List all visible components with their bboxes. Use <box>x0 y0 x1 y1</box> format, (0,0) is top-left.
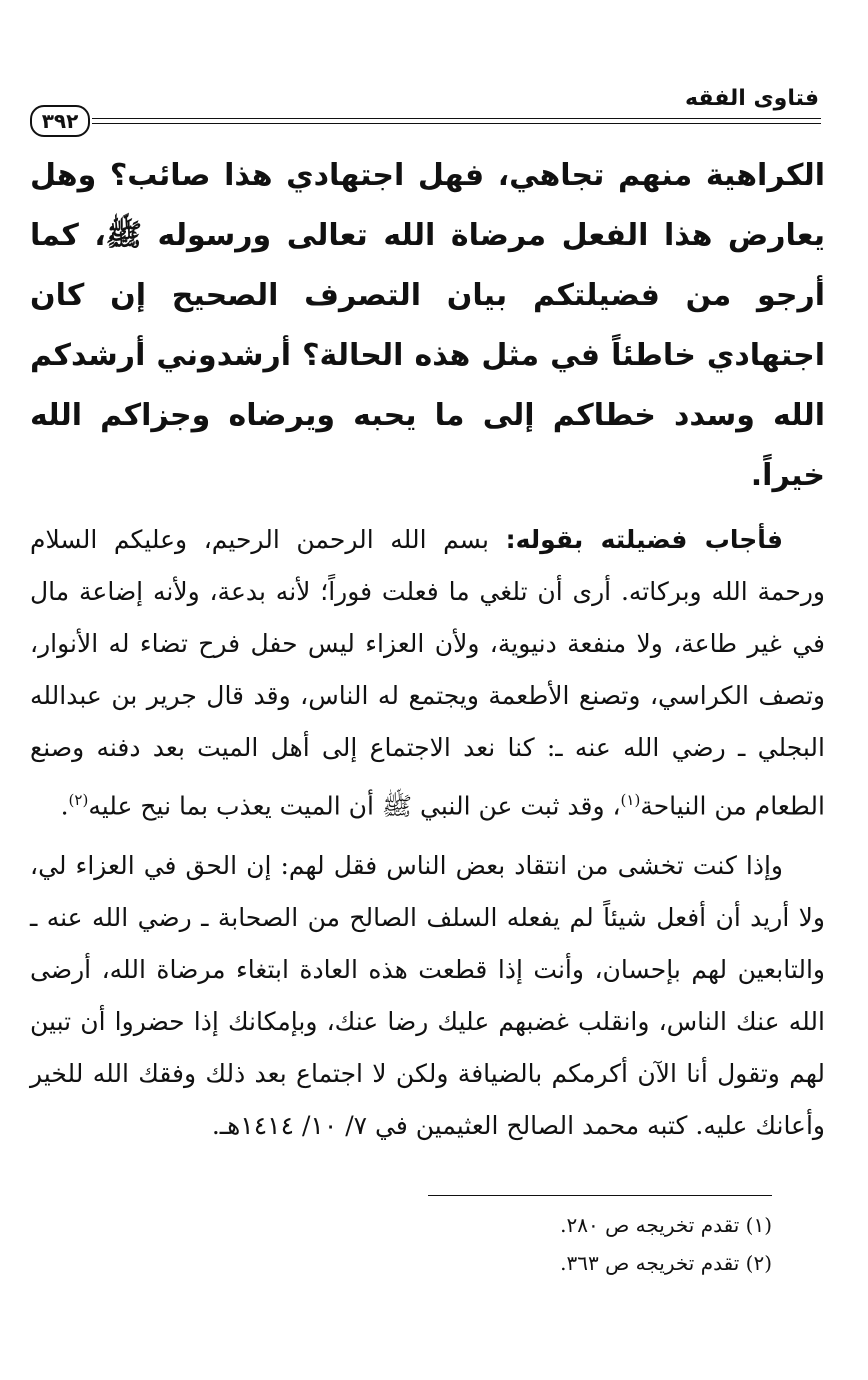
footnote-ref[interactable]: (٢) <box>68 791 89 809</box>
footnote: (١) تقدم تخريجه ص ٢٨٠. <box>560 1213 772 1237</box>
answer-text: بسم الله الرحمن الرحيم، وعليكم السلام ورحمة الله وبركاته. أرى أن تلغي ما فعلت فوراً؛ لأنه بدعة، ولأنه إضاعة مال في غير طاعة، ولا منفعة دنيوية، ولأن العزاء ليس حفل فرح تضاء له الأنوار، وتصف الكراسي، وتصنع الأطعمة ويجتمع له الناس، وقد قال جرير بن عبدالله البجلي ـ رضي الله عنه ـ: كنا نعد الاجتماع إلى أهل الميت بعد دفنه وصنع الطعام من النياحة <box>30 525 825 821</box>
footnote-separator <box>428 1195 772 1196</box>
answer-paragraph-2: وإذا كنت تخشى من انتقاد بعض الناس فقل لهم: إن الحق في العزاء لي، ولا أريد أن أفعل شيئاً لم يفعله السلف الصالح من الصحابة ـ رضي الله عنه ـ والتابعين لهم بإحسان، وأنت إذا قطعت هذه العادة ابتغاء مرضاة الله، أرضى الله عنك الناس، وانقلب غضبهم عليك رضا عنك، وبإمكانك إذا حضروا أن تبين لهم وتقول أنا الآن أكرمكم بالضيافة ولكن لا اجتماع بعد ذلك وفقك الله للخير وأعانك عليه. كتبه محمد الصالح العثيمين في ٧/ ١٠/ ١٤١٤هـ. <box>30 851 825 1141</box>
question-line: ما يحبه ويرضاه وجزاكم الله خيراً. <box>30 398 825 493</box>
question-line: الكراهية منهم تجاهي، فهل اجتهادي هذا صائب؟ وهل <box>30 158 825 193</box>
question-line: من فضيلتكم بيان التصرف الصحيح إن كان اجتهادي خاطئاً <box>30 278 825 373</box>
question-line: في مثل هذه الحالة؟ أرشدوني أرشدكم الله وسدد خطاكم إلى <box>30 338 826 433</box>
page-body <box>30 146 825 1152</box>
footnote-ref[interactable]: (١) <box>620 791 641 809</box>
header-rule <box>92 118 821 124</box>
question-line: يعارض هذا الفعل مرضاة الله تعالى ورسوله ﷺ، كما أرجو <box>30 218 826 313</box>
footnote: (٢) تقدم تخريجه ص ٣٦٣. <box>560 1251 772 1275</box>
footnotes <box>272 1206 772 1282</box>
answer-text: . <box>60 791 69 821</box>
answer-paragraph <box>30 514 825 832</box>
running-title: فتاوى الفقه <box>685 86 819 111</box>
answer-text: ، وقد ثبت عن النبي ﷺ أن الميت يعذب بما نيح عليه <box>88 791 621 821</box>
page-header <box>30 86 825 134</box>
page-number: ٣٩٢ <box>30 105 90 137</box>
question-text <box>30 146 825 506</box>
answer-lead: فأجاب فضيلته بقوله: <box>505 525 783 554</box>
